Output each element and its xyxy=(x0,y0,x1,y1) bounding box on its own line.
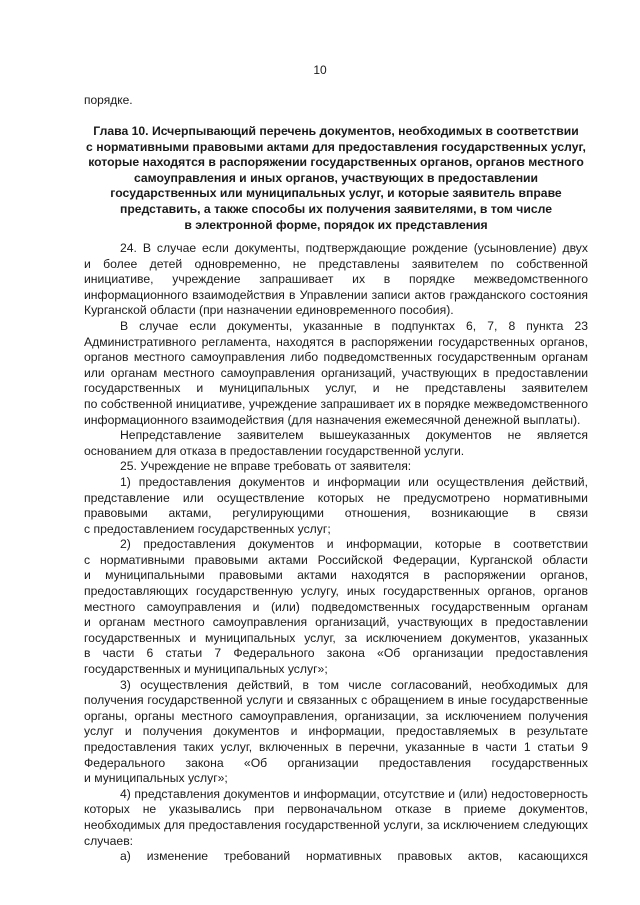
paragraph xyxy=(84,241,588,319)
paragraph xyxy=(84,319,588,428)
text-line: правовыми актами, регулирующими отношения, возникающие в связи xyxy=(84,506,588,521)
text-line: 4) представления документов и информации, отсутствие и (или) недостоверность xyxy=(120,786,588,801)
text-line: Непредставление заявителем вышеуказанных документов не является xyxy=(120,428,588,443)
text-line: представление или осуществление которых не предусмотрено нормативными xyxy=(84,490,588,505)
carried-over-text: порядке. xyxy=(84,93,133,107)
text-line: В случае если документы, указанные в подпунктах 6, 7, 8 пункта 23 xyxy=(120,318,588,333)
text-line: и более детей одновременно, не представлены заявителем по собственной xyxy=(84,256,588,271)
text-line: государственных и муниципальных услуг, за исключением документов, указанных xyxy=(84,630,588,645)
paragraph xyxy=(84,678,588,787)
heading-line: с нормативными правовыми актами для предоставления государственных услуг, xyxy=(86,139,586,154)
heading-line: в электронной форме, порядок их представления xyxy=(184,217,488,232)
text-line: местного самоуправления и (или) подведомственных государственным органам xyxy=(84,599,588,614)
text-line: 1) предоставления документов и информации или осуществления действий, xyxy=(120,474,588,489)
text-line: необходимых для предоставления государственной услуги, за исключением следующих xyxy=(84,817,588,832)
text-line: получения государственной услуги и связанных с обращением в иные государственные xyxy=(84,693,588,708)
text-line: и органам местного самоуправления организаций, участвующих в предоставлении xyxy=(84,615,588,630)
text-line: Курганской области (при назначении единовременного пособия). xyxy=(84,303,454,318)
text-line: 25. Учреждение не вправе требовать от заявителя: xyxy=(120,459,412,474)
paragraph xyxy=(84,787,588,849)
paragraph xyxy=(84,537,588,677)
text-line: государственных и муниципальных услуг»; xyxy=(84,662,328,677)
text-line: в части 6 статьи 7 Федерального закона «Об организации предоставления xyxy=(84,646,588,661)
text-line: услуг и получения документов и информации, предоставляемых в результате xyxy=(84,724,588,739)
text-line: инициативе, учреждение запрашивает их в порядке межведомственного xyxy=(84,272,588,287)
text-line: предоставления таких услуг, включенных в перечни, указанные в части 1 статьи 9 xyxy=(84,740,588,754)
heading-line: Глава 10. Исчерпывающий перечень документов, необходимых в соответствии xyxy=(93,124,579,138)
text-line: с нормативными правовыми актами Российской Федерации, Курганской области xyxy=(84,552,588,567)
text-line: которых не указывались при первоначальном отказе в приеме документов, xyxy=(84,802,588,817)
heading-line: представить, а также способы их получения заявителями, в том числе xyxy=(120,201,552,216)
text-line: по собственной инициативе, учреждение запрашивает их в порядке межведомственного xyxy=(84,396,588,411)
paragraph xyxy=(84,475,588,537)
text-line: информационного взаимодействия в Управлении записи актов гражданского состояния xyxy=(84,287,588,302)
text-line: основанием для отказа в предоставлении государственной услуги. xyxy=(84,443,465,458)
paragraph xyxy=(84,849,588,865)
paragraph xyxy=(84,459,588,475)
page-number: 10 xyxy=(313,63,327,77)
text-line: случаев: xyxy=(84,833,134,848)
heading-line: государственных или муниципальных услуг, и которые заявитель вправе xyxy=(110,186,562,201)
text-line: Федерального закона «Об организации предоставления государственных xyxy=(84,755,588,770)
text-line: или органам местного самоуправления организаций, участвующих в предоставлении xyxy=(84,365,588,380)
heading-line: самоуправления и иных органов, участвующих в предоставлении xyxy=(133,170,539,185)
text-line: и муниципальными правовыми актами находятся в распоряжении органов, xyxy=(84,568,588,583)
paragraph xyxy=(84,428,588,459)
text-line: информационного взаимодействия (для назначения ежемесячной денежной выплаты). xyxy=(84,412,581,427)
text-line: 2) предоставления документов и информации, которые в соответствии xyxy=(120,537,588,552)
text-line: и муниципальных услуг»; xyxy=(84,771,228,786)
text-line: а) изменение требований нормативных правовых актов, касающихся xyxy=(120,849,588,864)
text-line: предоставляющих государственную услугу, иных государственных органов, органов xyxy=(84,584,588,599)
body-text xyxy=(84,241,588,865)
text-line: государственных и муниципальных услуг, и не представлены заявителем xyxy=(84,381,588,396)
chapter-heading xyxy=(84,124,588,233)
text-line: органы, органы местного самоуправления, организации, за исключением получения xyxy=(84,708,588,723)
heading-line: которые находятся в распоряжении государственных органов, органов местного xyxy=(88,155,584,170)
text-line: органов местного самоуправления либо подведомственных государственным органам xyxy=(84,350,588,365)
text-line: 24. В случае если документы, подтверждающие рождение (усыновление) двух xyxy=(120,241,588,255)
text-line: 3) осуществления действий, в том числе согласований, необходимых для xyxy=(120,677,588,692)
text-line: с предоставлением государственных услуг; xyxy=(84,521,331,536)
text-line: Административного регламента, находятся в распоряжении государственных органов, xyxy=(84,334,588,349)
